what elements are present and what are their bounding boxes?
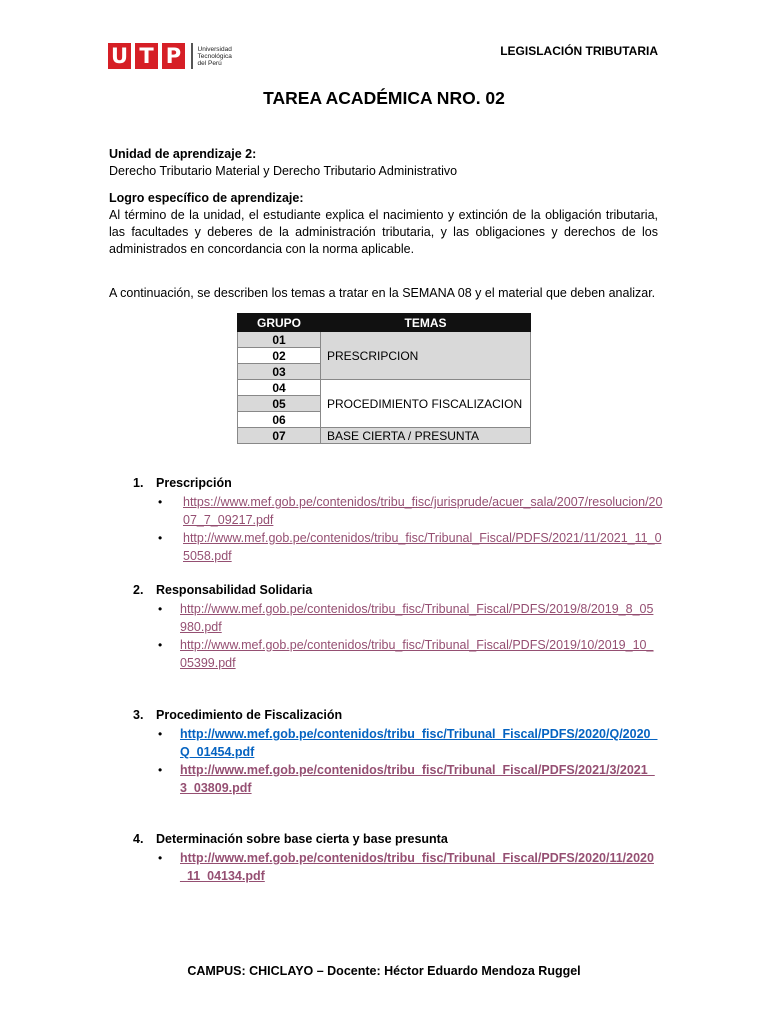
- bullet-icon: •: [158, 763, 163, 777]
- bullet-icon: •: [158, 638, 163, 652]
- goal-heading: Logro específico de aprendizaje:: [109, 191, 304, 205]
- reference-link[interactable]: http://www.mef.gob.pe/contenidos/tribu_fisc/Tribunal_Fiscal/PDFS/2019/10/2019_10_05399.pdf: [180, 638, 654, 670]
- section-title: [133, 832, 448, 846]
- course-name: LEGISLACIÓN TRIBUTARIA: [500, 44, 658, 58]
- logo-divider: [191, 43, 193, 69]
- section-title-text: Determinación sobre base cierta y base presunta: [156, 832, 448, 846]
- section-title: [133, 708, 342, 722]
- bullet-icon: •: [158, 727, 163, 741]
- goal-block: [109, 190, 658, 258]
- footer: CAMPUS: CHICLAYO – Docente: Héctor Eduardo Mendoza Ruggel: [187, 964, 581, 978]
- table-header-row: [238, 314, 531, 332]
- section-number: 3.: [133, 708, 144, 722]
- table-row: [238, 428, 531, 444]
- header-grupo: GRUPO: [238, 314, 321, 332]
- group-cell: 07: [238, 428, 321, 444]
- logo-letter-t: T: [135, 43, 158, 69]
- reference-link[interactable]: https://www.mef.gob.pe/contenidos/tribu_fisc/jurisprude/acuer_sala/2007/resolucion/2007_7_09217.pdf: [183, 495, 663, 527]
- logo-letter-p: P: [162, 43, 185, 69]
- topics-table: [237, 313, 531, 444]
- group-cell: 02: [238, 348, 321, 364]
- reference-link[interactable]: http://www.mef.gob.pe/contenidos/tribu_fisc/Tribunal_Fiscal/PDFS/2021/3/2021_3_03809.pdf: [180, 763, 655, 795]
- group-cell: 06: [238, 412, 321, 428]
- logo-text-line: Universidad: [197, 45, 232, 53]
- table-row: [238, 332, 531, 348]
- bullet-icon: •: [158, 851, 163, 865]
- unit-block: [109, 146, 658, 180]
- goal-text: Al término de la unidad, el estudiante explica el nacimiento y extinción de la obligación tributaria, las facultades y deberes de la administración tributaria, y las obligaciones y derechos de los administrados en concordancia con la norma aplicable.: [109, 208, 658, 256]
- table-row: [238, 380, 531, 396]
- header-temas: TEMAS: [321, 314, 531, 332]
- reference-link[interactable]: http://www.mef.gob.pe/contenidos/tribu_fisc/Tribunal_Fiscal/PDFS/2021/11/2021_11_05058.pdf: [183, 531, 662, 563]
- reference-link[interactable]: http://www.mef.gob.pe/contenidos/tribu_fisc/Tribunal_Fiscal/PDFS/2020/11/2020_11_04134.pdf: [180, 851, 654, 883]
- group-cell: 04: [238, 380, 321, 396]
- section-title-text: Responsabilidad Solidaria: [156, 583, 313, 597]
- reference-link[interactable]: http://www.mef.gob.pe/contenidos/tribu_fisc/Tribunal_Fiscal/PDFS/2019/8/2019_8_05980.pdf: [180, 602, 654, 634]
- logo-text-line: Tecnológica: [197, 52, 232, 60]
- unit-text: Derecho Tributario Material y Derecho Tributario Administrativo: [109, 164, 458, 178]
- topic-cell: BASE CIERTA / PRESUNTA: [321, 428, 531, 444]
- section-number: 2.: [133, 583, 144, 597]
- section-title: [133, 583, 312, 597]
- intro-text: A continuación, se describen los temas a tratar en la SEMANA 08 y el material que deben analizar.: [109, 286, 656, 300]
- utp-logo: [108, 42, 232, 70]
- unit-heading: Unidad de aprendizaje 2:: [109, 147, 257, 161]
- topic-cell: PROCEDIMIENTO FISCALIZACION: [321, 380, 531, 428]
- bullet-icon: •: [158, 531, 163, 545]
- section-title-text: Procedimiento de Fiscalización: [156, 708, 343, 722]
- reference-link[interactable]: http://www.mef.gob.pe/contenidos/tribu_fisc/Tribunal_Fiscal/PDFS/2020/Q/2020_Q_01454.pdf: [180, 727, 658, 759]
- bullet-icon: •: [158, 602, 163, 616]
- group-cell: 05: [238, 396, 321, 412]
- section-title-text: Prescripción: [156, 476, 232, 490]
- bullet-icon: •: [158, 495, 163, 509]
- section-number: 1.: [133, 476, 144, 490]
- page-title: TAREA ACADÉMICA NRO. 02: [263, 88, 505, 108]
- logo-text-line: del Perú: [197, 59, 222, 67]
- section-title: [133, 476, 232, 490]
- group-cell: 01: [238, 332, 321, 348]
- logo-text: [198, 46, 232, 67]
- group-cell: 03: [238, 364, 321, 380]
- logo-letter-u: U: [108, 43, 131, 69]
- topic-cell: PRESCRIPCION: [321, 332, 531, 380]
- section-number: 4.: [133, 832, 144, 846]
